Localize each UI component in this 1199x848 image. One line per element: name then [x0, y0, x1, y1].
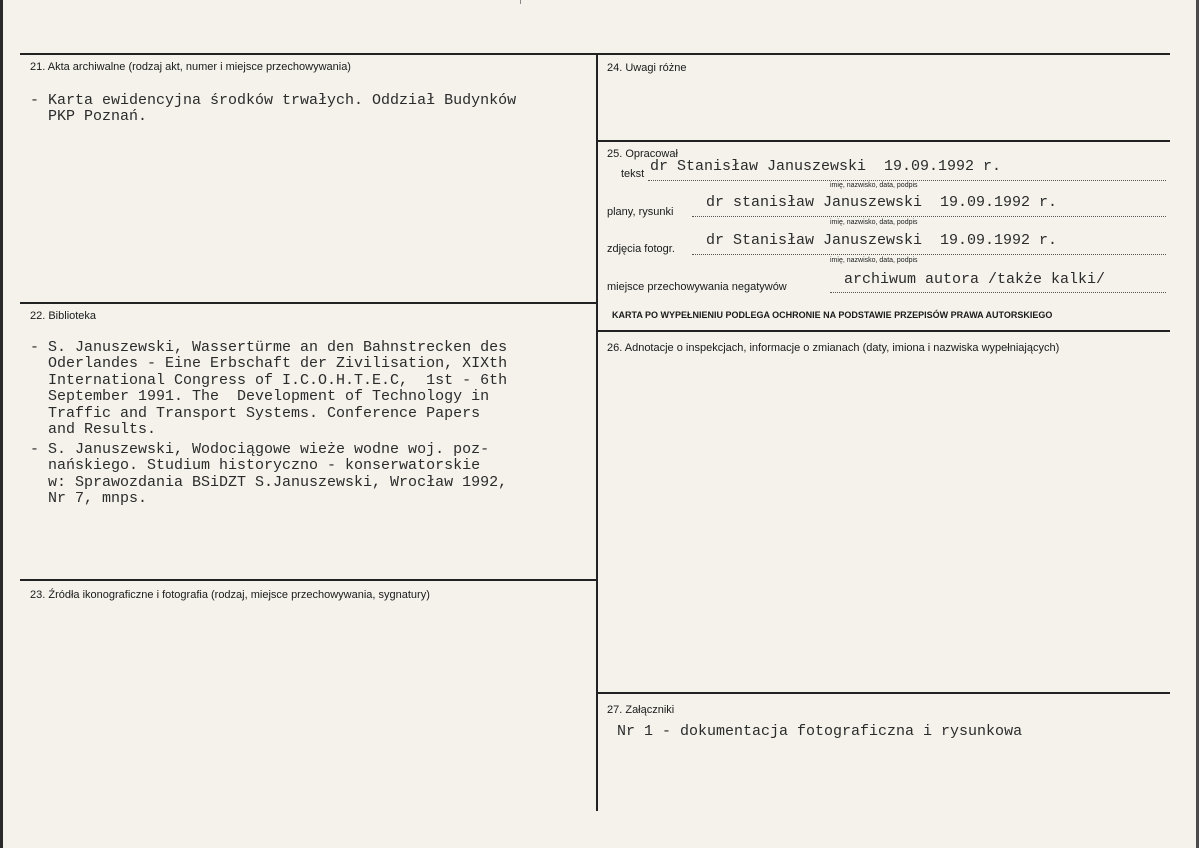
- section-23-label: 23. Źródła ikonograficzne i fotografia (rodzaj, miejsce przechowywania, sygnatury): [30, 589, 430, 601]
- left-scan-edge: [0, 0, 3, 848]
- plans-field-value: dr stanisław Januszewski 19.09.1992 r.: [706, 194, 1058, 211]
- rule-26-27: [596, 692, 1170, 694]
- text-field-caption: imię, nazwisko, data, podpis: [830, 182, 918, 189]
- photos-field-value: dr Stanisław Januszewski 19.09.1992 r.: [706, 232, 1058, 249]
- section-21-text: - Karta ewidencyjna środków trwałych. Oddział Budynków PKP Poznań.: [30, 92, 517, 126]
- section-21-label: 21. Akta archiwalne (rodzaj akt, numer i miejsce przechowywania): [30, 61, 351, 73]
- plans-field-line: [692, 216, 1166, 217]
- section-22-entry-2: - S. Januszewski, Wodociągowe wieże wodne woj. poz- nańskiego. Studium historyczno - konserwatorskie w: Sprawozdania BSiDZT S.Januszewski, Wrocław 1992, Nr 7, mnps.: [30, 441, 508, 508]
- rule-25-26: [596, 330, 1170, 332]
- rule-24-25: [596, 140, 1170, 142]
- negatives-field-line: [830, 292, 1166, 293]
- photos-field-caption: imię, nazwisko, data, podpis: [830, 257, 918, 264]
- negatives-field-value: archiwum autora /także kalki/: [844, 271, 1106, 288]
- photos-field-label: zdjęcia fotogr.: [607, 243, 675, 255]
- section-27-text: Nr 1 - dokumentacja fotograficzna i rysunkowa: [617, 723, 1023, 740]
- section-24-label: 24. Uwagi różne: [607, 62, 687, 74]
- text-field-value: dr Stanisław Januszewski 19.09.1992 r.: [650, 158, 1002, 175]
- rule-22-23: [20, 579, 596, 581]
- section-22-label: 22. Biblioteka: [30, 310, 97, 322]
- negatives-field-label: miejsce przechowywania negatywów: [607, 281, 787, 293]
- photos-field-line: [692, 254, 1166, 255]
- top-rule: [20, 53, 1170, 55]
- top-margin-mark: [520, 0, 521, 4]
- plans-field-caption: imię, nazwisko, data, podpis: [830, 219, 918, 226]
- text-field-label: tekst: [621, 168, 645, 180]
- plans-field-label: plany, rysunki: [607, 206, 674, 218]
- section-27-label: 27. Załączniki: [607, 704, 675, 716]
- copyright-note: KARTA PO WYPEŁNIENIU PODLEGA OCHRONIE NA PODSTAWIE PRZEPISÓW PRAWA AUTORSKIEGO: [612, 310, 1053, 320]
- section-22-entry-1: - S. Januszewski, Wassertürme an den Bahnstrecken des Oderlandes - Eine Erbschaft der Zivilisation, XIXth International Congress of I.C.O.H.T.E.C, 1st - 6th September 1991. The Development of Technology in Traffic and Transport Systems. Conference Papers and Results.: [30, 339, 508, 439]
- section-25-label: 25. Opracował: [607, 148, 678, 160]
- rule-21-22: [20, 302, 596, 304]
- center-divider: [596, 53, 598, 811]
- section-26-label: 26. Adnotacje o inspekcjach, informacje o zmianach (daty, imiona i nazwiska wypełniających): [607, 342, 1060, 354]
- text-field-line: [648, 180, 1166, 181]
